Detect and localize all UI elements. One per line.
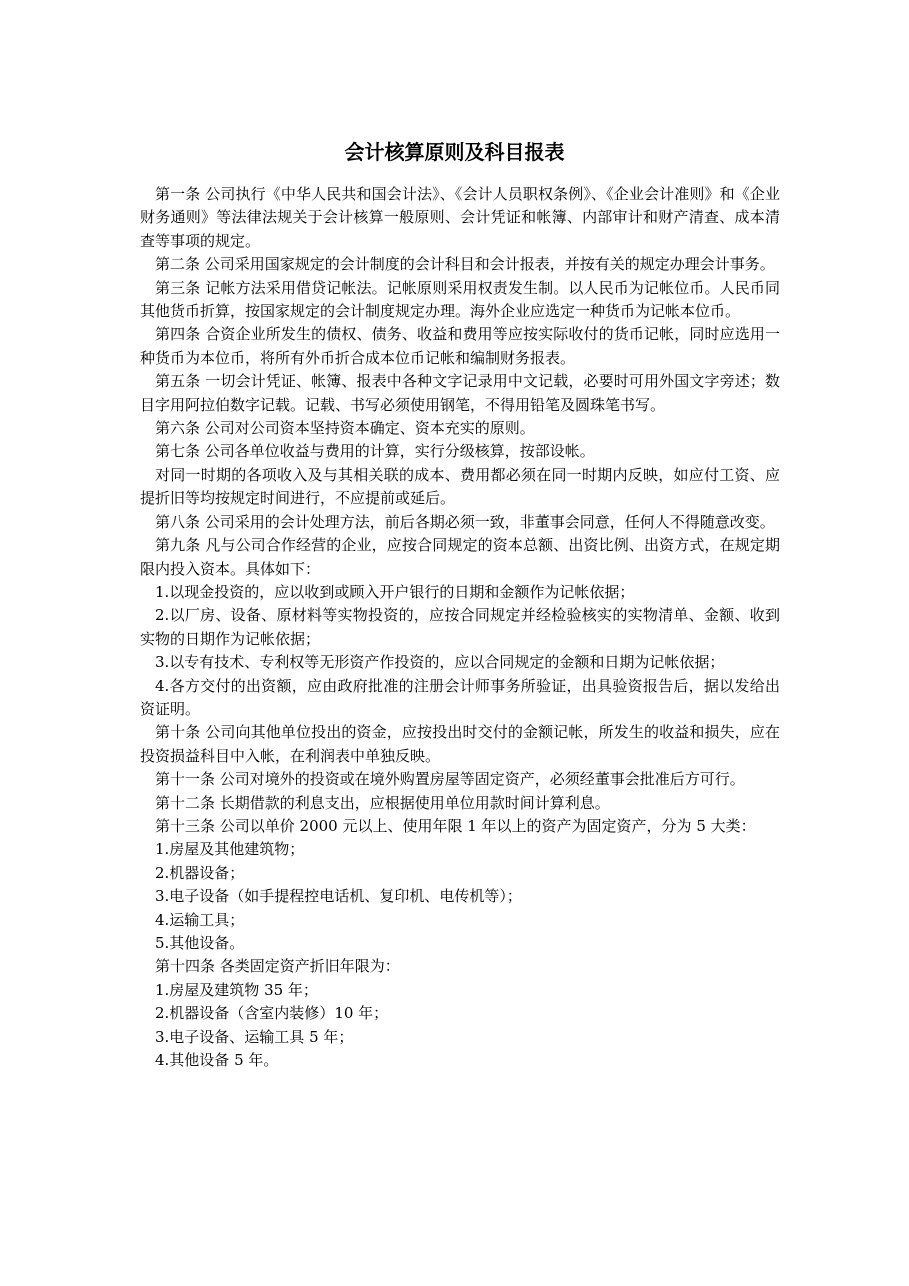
- list-item-article-13-3: 3.电子设备（如手提程控电话机、复印机、电传机等）；: [155, 887, 522, 906]
- paragraph-article-2: 第二条 公司采用国家规定的会计制度的会计科目和会计报表，并按有关的规定办理会计事务。: [155, 255, 775, 274]
- list-item-article-14-3: 3.电子设备、运输工具 5 年；: [155, 1027, 354, 1046]
- list-item-article-9-3: 3.以专有技术、专利权等无形资产作投资的，应以合同规定的金额和日期为记帐依据；: [155, 653, 725, 672]
- paragraph-article-12: 第十二条 长期借款的利息支出，应根据使用单位用款时间计算利息。: [155, 793, 610, 812]
- paragraph-article-13: 第十三条 公司以单价 2000 元以上、使用年限 1 年以上的资产为固定资产，分为 5 大类：: [155, 816, 756, 835]
- paragraph-article-11: 第十一条 公司对境外的投资或在境外购置房屋等固定资产，必须经董事会批准后方可行。: [155, 770, 745, 789]
- list-item-article-9-1: 1.以现金投资的，应以收到或顾入开户银行的日期和金额作为记帐依据；: [155, 582, 635, 601]
- paragraph-article-8: 第八条 公司采用的会计处理方法，前后各期必须一致，非董事会同意，任何人不得随意改变。: [155, 512, 775, 531]
- paragraph-article-1: 第一条 公司执行《中华人民共和国会计法》、《会计人员职权条例》、《企业会计准则》和《企业财务通则》等法律法规关于会计核算一般原则、会计凭证和帐簿、内部审计和财产清查、成本清查等事项的规定。: [140, 185, 780, 250]
- document-body: [140, 183, 780, 1072]
- paragraph-article-4: 第四条 合资企业所发生的债权、债务、收益和费用等应按实际收付的货币记帐，同时应选用一种货币为本位币，将所有外币折合成本位币记帐和编制财务报表。: [140, 325, 780, 367]
- list-item-article-14-1: 1.房屋及建筑物 35 年；: [155, 980, 318, 999]
- paragraph-article-7-note: 对同一时期的各项收入及与其相关联的成本、费用都必须在同一时期内反映，如应付工资、应提折旧等均按规定时间进行，不应提前或延后。: [140, 465, 780, 508]
- paragraph-article-7: 第七条 公司各单位收益与费用的计算，实行分级核算，按部设帐。: [155, 442, 595, 461]
- list-item-article-13-4: 4.运输工具；: [155, 910, 245, 929]
- list-item-article-14-2: 2.机器设备（含室内装修）10 年；: [155, 1004, 389, 1023]
- list-item-article-9-2: 2.以厂房、设备、原材料等实物投资的，应按合同规定并经检验核实的实物清单、金额、收到实物的日期作为记帐依据；: [140, 606, 780, 648]
- paragraph-article-10: 第十条 公司向其他单位投出的资金，应按投出时交付的金额记帐，所发生的收益和损失，应在投资损益科目中入帐，在利润表中单独反映。: [140, 723, 780, 765]
- list-item-article-9-4: 4.各方交付的出资额，应由政府批准的注册会计师事务所验证，出具验资报告后，据以发给出资证明。: [140, 676, 780, 718]
- paragraph-article-6: 第六条 公司对公司资本坚持资本确定、资本充实的原则。: [155, 419, 535, 438]
- paragraph-article-5: 第五条 一切会计凭证、帐簿、报表中各种文字记录用中文记载，必要时可用外国文字旁述；数目字用阿拉伯数字记载。记载、书写必须使用钢笔，不得用铅笔及圆珠笔书写。: [140, 372, 780, 414]
- list-item-article-14-4: 4.其他设备 5 年。: [155, 1051, 279, 1070]
- list-item-article-13-2: 2.机器设备；: [155, 863, 245, 882]
- document-title: 会计核算原则及科目报表: [344, 140, 565, 164]
- paragraph-article-9: 第九条 凡与公司合作经营的企业，应按合同规定的资本总额、出资比例、出资方式，在规定期限内投入资本。具体如下：: [140, 536, 780, 578]
- list-item-article-13-1: 1.房屋及其他建筑物；: [155, 840, 305, 859]
- paragraph-article-14: 第十四条 各类固定资产折旧年限为：: [155, 957, 400, 976]
- list-item-article-13-5: 5.其他设备。: [155, 934, 245, 952]
- paragraph-article-3: 第三条 记帐方法采用借贷记帐法。记帐原则采用权责发生制。以人民币为记帐位币。人民币同其他货币折算，按国家规定的会计制度规定办理。海外企业应选定一种货币为记帐本位币。: [140, 278, 780, 321]
